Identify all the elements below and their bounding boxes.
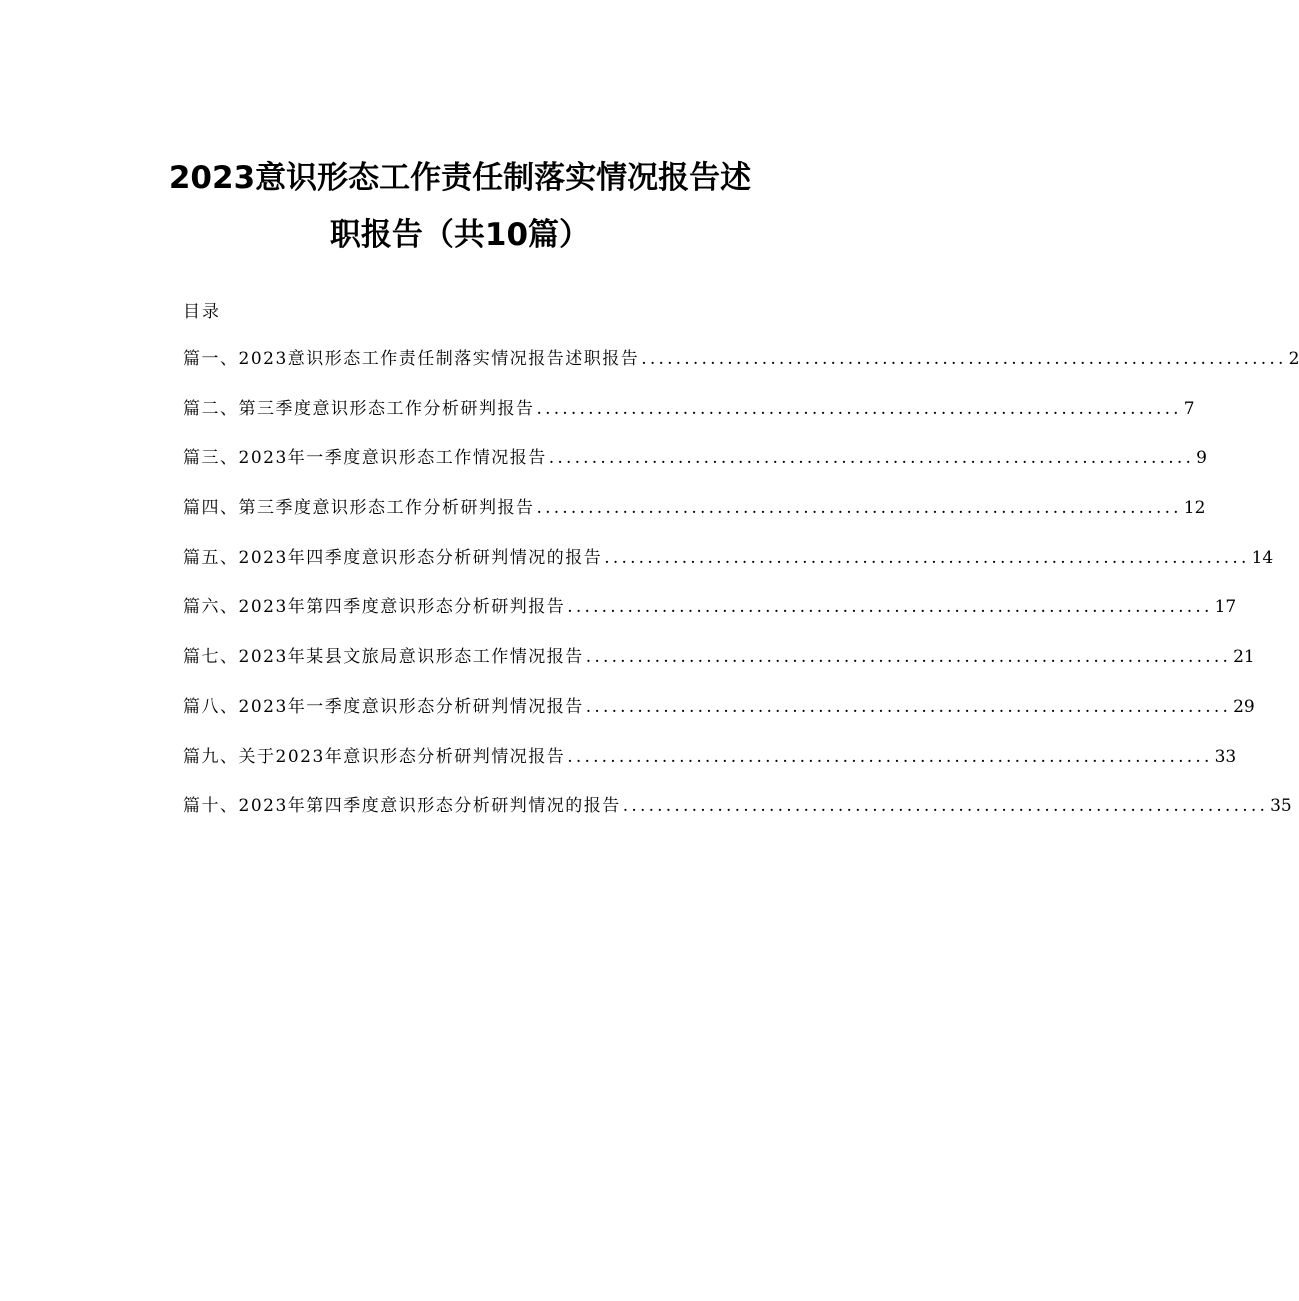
toc-entry-label: 篇二、第三季度意识形态工作分析研判报告	[183, 398, 535, 419]
toc-entry-9[interactable]	[183, 742, 1237, 792]
toc-entry-7[interactable]	[183, 642, 1255, 692]
toc-entry-8[interactable]	[183, 692, 1255, 742]
toc-entry-label: 篇一、2023意识形态工作责任制落实情况报告述职报告	[183, 349, 640, 369]
toc-entry-label: 篇九、关于2023年意识形态分析研判情况报告	[183, 746, 566, 767]
toc-entry-label: 篇七、2023年某县文旅局意识形态工作情况报告	[183, 647, 584, 668]
toc-entry-label: 篇十、2023年第四季度意识形态分析研判情况的报告	[183, 796, 621, 817]
toc-leader-dots: ...........................................................................	[585, 696, 1232, 717]
toc-page-number: 12	[1183, 498, 1206, 519]
toc-leader-dots: ...........................................................................	[604, 547, 1250, 568]
toc-page-number: 33	[1214, 746, 1237, 767]
toc-entry-3[interactable]	[183, 443, 1207, 493]
toc-page-number: 2	[1288, 349, 1299, 369]
toc-heading: 目录	[183, 302, 221, 322]
toc-page-number: 29	[1233, 696, 1255, 717]
toc-entry-label: 篇四、第三季度意识形态工作分析研判报告	[183, 498, 535, 519]
table-of-contents	[183, 344, 1299, 841]
toc-page-number: 17	[1214, 597, 1237, 618]
toc-leader-dots: ...........................................................................	[641, 349, 1287, 369]
toc-entry-label: 篇六、2023年第四季度意识形态分析研判报告	[183, 597, 566, 618]
toc-entry-label: 篇五、2023年四季度意识形态分析研判情况的报告	[183, 547, 603, 568]
toc-leader-dots: ...........................................................................	[622, 796, 1269, 817]
toc-page-number: 9	[1196, 448, 1207, 469]
toc-page-number: 14	[1251, 547, 1274, 568]
toc-leader-dots: ...........................................................................	[567, 746, 1213, 767]
toc-entry-6[interactable]	[183, 592, 1237, 642]
toc-entry-10[interactable]	[183, 791, 1292, 841]
toc-leader-dots: ...........................................................................	[548, 448, 1195, 469]
document-title-line-2: 职报告（共10篇）	[329, 217, 591, 253]
toc-entry-label: 篇三、2023年一季度意识形态工作情况报告	[183, 448, 547, 469]
toc-leader-dots: ...........................................................................	[585, 647, 1232, 668]
toc-entry-1[interactable]	[183, 344, 1299, 394]
toc-leader-dots: ...........................................................................	[536, 498, 1182, 519]
toc-leader-dots: ...........................................................................	[567, 597, 1213, 618]
toc-page-number: 21	[1233, 647, 1255, 668]
toc-entry-4[interactable]	[183, 493, 1206, 543]
toc-page-number: 7	[1183, 398, 1195, 419]
toc-entry-5[interactable]	[183, 543, 1274, 593]
document-title-line-1: 2023意识形态工作责任制落实情况报告述	[168, 160, 752, 196]
toc-entry-2[interactable]	[183, 394, 1195, 444]
toc-leader-dots: ...........................................................................	[536, 398, 1182, 419]
toc-page-number: 35	[1270, 796, 1292, 817]
toc-entry-label: 篇八、2023年一季度意识形态分析研判情况报告	[183, 696, 584, 717]
